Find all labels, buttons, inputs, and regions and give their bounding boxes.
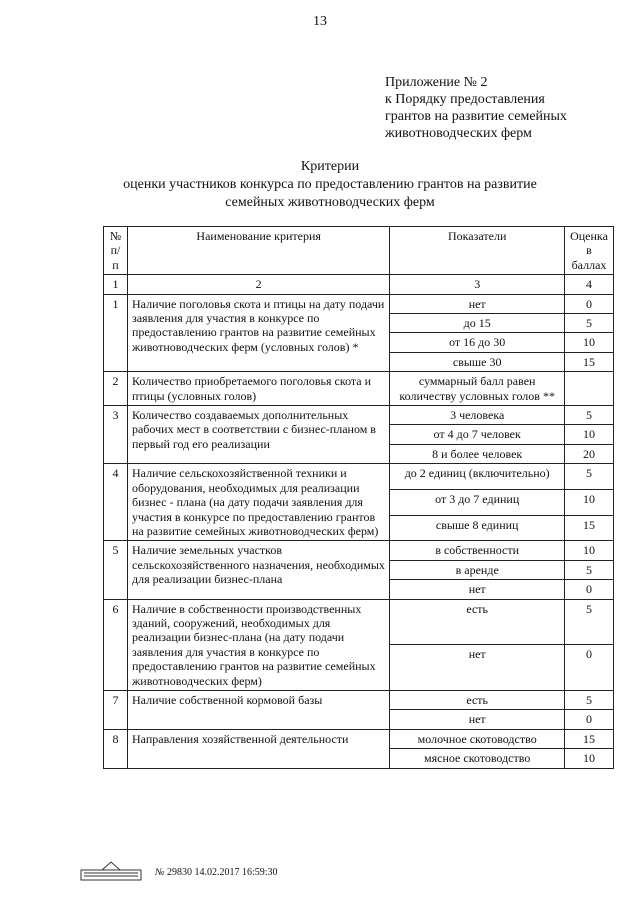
score: 10	[565, 333, 614, 352]
appendix-line: грантов на развитие семейных	[385, 109, 567, 124]
criteria-table	[103, 226, 614, 769]
row-number: 1	[104, 294, 128, 372]
criterion-name: Наличие земельных участков сельскохозяйственного назначения, необходимых для реализации бизнес-плана	[127, 541, 389, 599]
score: 10	[565, 425, 614, 444]
criterion-name: Направления хозяйственной деятельности	[127, 729, 389, 768]
registration-mark	[155, 867, 278, 878]
col-number: 4	[565, 275, 614, 294]
score: 10	[565, 489, 614, 515]
numbering-row	[104, 275, 614, 294]
criterion-name: Количество приобретаемого поголовья скота и птицы (условных голов)	[127, 372, 389, 406]
appendix-block	[385, 74, 635, 142]
table-row	[104, 729, 614, 748]
appendix-line: Приложение № 2	[385, 75, 488, 90]
score: 0	[565, 294, 614, 313]
row-number: 2	[104, 372, 128, 406]
score: 0	[565, 710, 614, 729]
appendix-line: к Порядку предоставления	[385, 92, 545, 107]
col-number: 1	[104, 275, 128, 294]
indicator: в собственности	[390, 541, 565, 560]
header-num: № п/п	[104, 227, 128, 275]
indicator: нет	[390, 294, 565, 313]
indicator: нет	[390, 645, 565, 691]
criterion-name: Наличие собственной кормовой базы	[127, 690, 389, 729]
criterion-name: Наличие поголовья скота и птицы на дату подачи заявления для участия в конкурсе по предоставлению грантов на развитие семейных животноводческих ферм (условных голов) *	[127, 294, 389, 372]
indicator: до 15	[390, 314, 565, 333]
header-name: Наименование критерия	[127, 227, 389, 275]
score: 10	[565, 541, 614, 560]
indicator: свыше 8 единиц	[390, 515, 565, 541]
appendix-line: животноводческих ферм	[385, 126, 532, 141]
table-row	[104, 690, 614, 709]
criterion-name: Количество создаваемых дополнительных рабочих мест в соответствии с бизнес-планом в первый год его реализации	[127, 406, 389, 464]
indicator: 8 и более человек	[390, 444, 565, 463]
table-row	[104, 372, 614, 406]
number-symbol: №	[155, 867, 165, 878]
row-number: 7	[104, 690, 128, 729]
score: 5	[565, 464, 614, 490]
title-line: семейных животноводческих ферм	[225, 195, 435, 210]
indicator: мясное скотоводство	[390, 749, 565, 768]
row-number: 4	[104, 464, 128, 541]
indicator: до 2 единиц (включительно)	[390, 464, 565, 490]
score: 5	[565, 690, 614, 709]
row-number: 8	[104, 729, 128, 768]
score: 5	[565, 406, 614, 425]
score: 5	[565, 314, 614, 333]
row-number: 6	[104, 599, 128, 690]
indicator: молочное скотоводство	[390, 729, 565, 748]
indicator: есть	[390, 599, 565, 645]
document-title	[30, 158, 630, 212]
header-indicators: Показатели	[390, 227, 565, 275]
score: 15	[565, 352, 614, 371]
indicator: в аренде	[390, 560, 565, 579]
col-number: 2	[127, 275, 389, 294]
header-row	[104, 227, 614, 275]
indicator: нет	[390, 710, 565, 729]
indicator: суммарный балл равен количеству условных голов **	[390, 372, 565, 406]
score: 5	[565, 599, 614, 645]
row-number: 5	[104, 541, 128, 599]
score	[565, 372, 614, 406]
row-number: 3	[104, 406, 128, 464]
indicator: есть	[390, 690, 565, 709]
indicator: свыше 30	[390, 352, 565, 371]
table-row	[104, 294, 614, 313]
score: 0	[565, 645, 614, 691]
criterion-name: Наличие сельскохозяйственной техники и оборудования, необходимых для реализации бизнес - плана (на дату подачи заявления для участия в конкурсе по предоставлению грантов на развитие семейных животноводческих ферм)	[127, 464, 389, 541]
table-row	[104, 599, 614, 645]
page-number: 13	[313, 14, 327, 29]
table-row	[104, 464, 614, 490]
title-line: Критерии	[300, 159, 360, 174]
score: 5	[565, 560, 614, 579]
indicator: от 3 до 7 единиц	[390, 489, 565, 515]
col-number: 3	[390, 275, 565, 294]
header-score: Оценка в баллах	[565, 227, 614, 275]
indicator: от 4 до 7 человек	[390, 425, 565, 444]
score: 15	[565, 515, 614, 541]
registration-timestamp: 14.02.2017 16:59:30	[194, 867, 278, 878]
criterion-name: Наличие в собственности производственных зданий, сооружений, необходимых для реализации бизнес-плана (на дату подачи заявления для участия в конкурсе по предоставлению грантов на развитие семейных животноводческих ферм)	[127, 599, 389, 690]
indicator: 3 человека	[390, 406, 565, 425]
table-row	[104, 541, 614, 560]
indicator: от 16 до 30	[390, 333, 565, 352]
score: 10	[565, 749, 614, 768]
table-row	[104, 406, 614, 425]
score: 15	[565, 729, 614, 748]
title-line: оценки участников конкурса по предоставлению грантов на развитие	[123, 177, 537, 192]
score: 0	[565, 580, 614, 599]
indicator: нет	[390, 580, 565, 599]
score: 20	[565, 444, 614, 463]
registration-number: 29830	[166, 867, 192, 878]
archive-stamp	[80, 860, 142, 882]
